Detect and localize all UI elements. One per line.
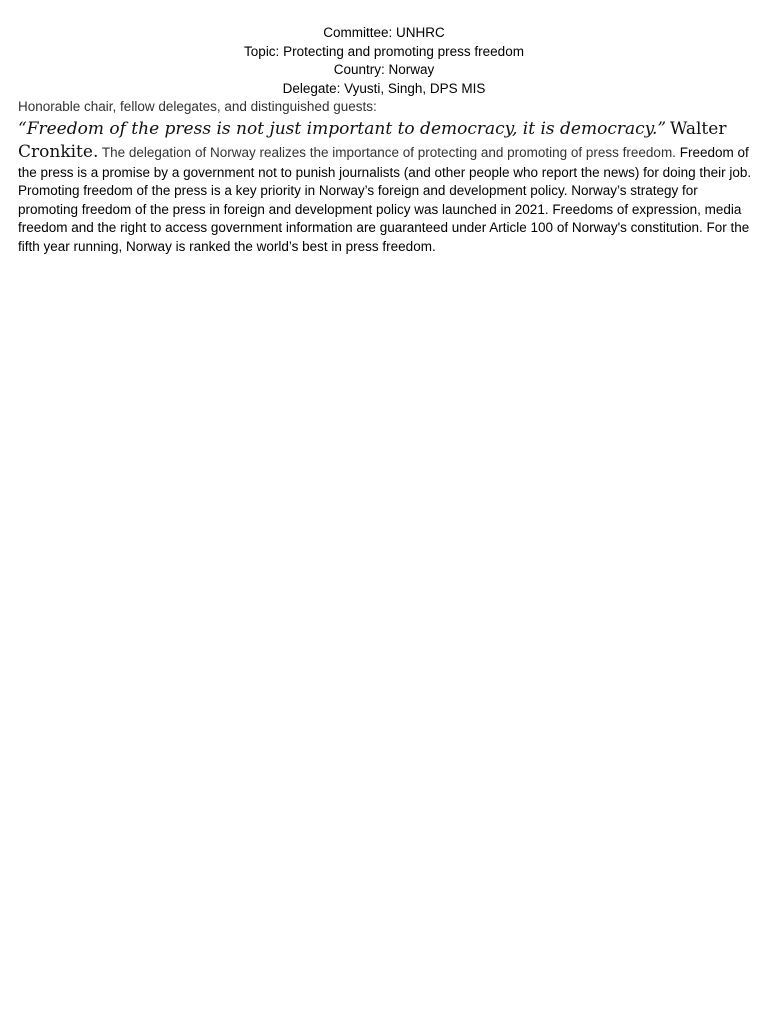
- speech-body: [18, 98, 753, 256]
- topic-line: Topic: Protecting and promoting press freedom: [244, 43, 524, 59]
- quote-author: Walter Cronkite.: [18, 118, 727, 162]
- greeting-line: Honorable chair, fellow delegates, and distinguished guests:: [18, 99, 377, 114]
- body-text: Freedom of the press is a promise by a government not to punish journalists (and other people who report the news) for doing their job. Promoting freedom of the press is a key priority in Norway’s foreign and development policy. Norway’s strategy for promoting freedom of the press in foreign and development policy was launched in 2021. Freedoms of expression, media freedom and the right to access government information are guaranteed under Article 100 of Norway's constitution. For the fifth year running, Norway is ranked the world’s best in press freedom.: [18, 144, 752, 254]
- opening-quote: “Freedom of the press is not just important to democracy, it is democracy.”: [18, 118, 667, 139]
- lead-sentence: The delegation of Norway realizes the importance of protecting and promoting of press freedom.: [101, 144, 676, 160]
- speech-paragraph: [18, 118, 753, 257]
- delegate-line: Delegate: Vyusti, Singh, DPS MIS: [282, 80, 486, 96]
- country-line: Country: Norway: [333, 62, 435, 77]
- committee-line: Committee: UNHRC: [323, 25, 445, 40]
- document-header: [0, 24, 768, 98]
